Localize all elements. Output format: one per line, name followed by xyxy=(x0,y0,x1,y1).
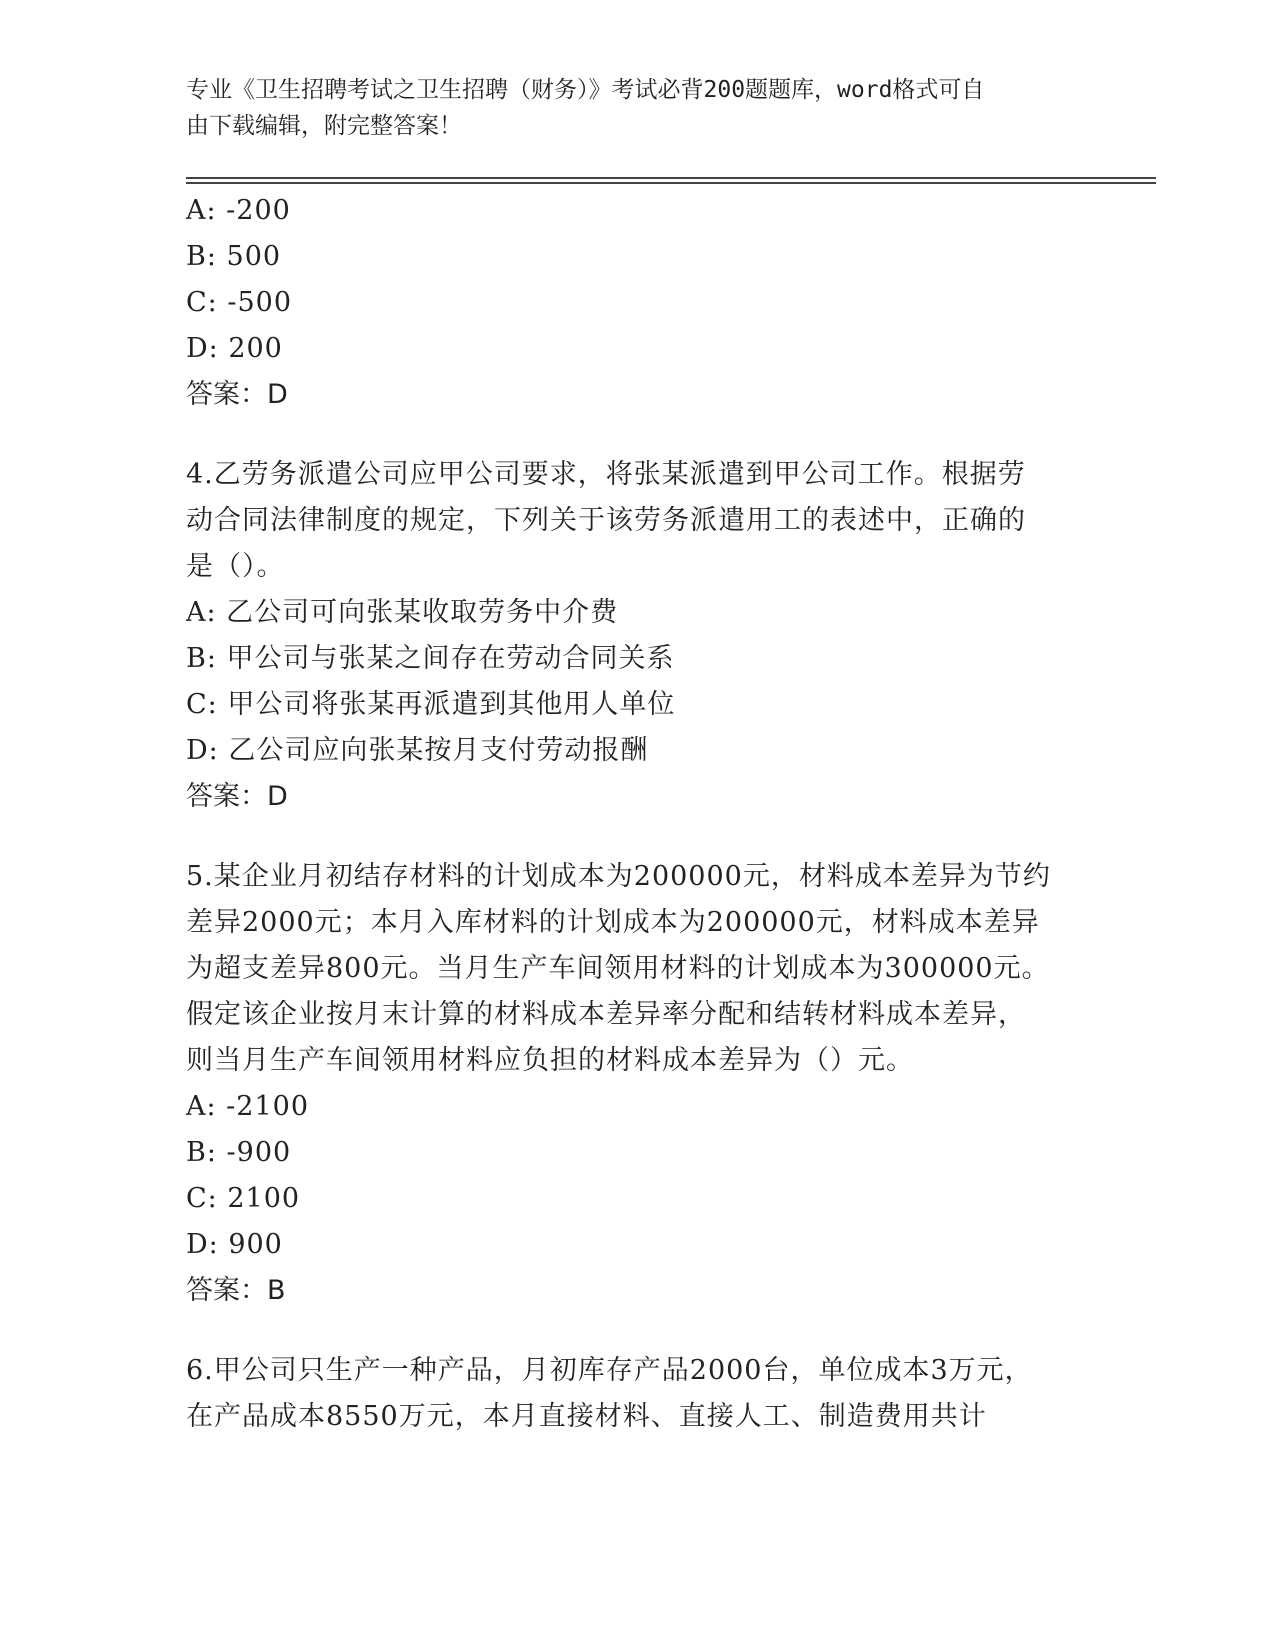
option-d: D: 900 xyxy=(186,1229,283,1260)
header-line-2: 由下载编辑，附完整答案！ xyxy=(186,113,462,139)
question-text-line: 是（）。 xyxy=(186,551,285,582)
question-3-continued xyxy=(186,188,1086,418)
option-a: A: -2100 xyxy=(186,1091,310,1122)
question-text-line: 差异2000元；本月入库材料的计划成本为200000元，材料成本差异 xyxy=(186,907,1040,938)
option-d: D: 200 xyxy=(186,333,283,364)
header-divider-top xyxy=(186,177,1156,179)
answer: 答案：B xyxy=(186,1275,286,1306)
option-c: C: 甲公司将张某再派遣到其他用人单位 xyxy=(186,689,676,720)
option-d: D: 乙公司应向张某按月支付劳动报酬 xyxy=(186,735,649,766)
option-c: C: 2100 xyxy=(186,1183,301,1214)
question-text-line: 为超支差异800元。当月生产车间领用材料的计划成本为300000元。 xyxy=(186,953,1050,984)
option-c: C: -500 xyxy=(186,287,292,318)
question-text-line: 4.乙劳务派遣公司应甲公司要求，将张某派遣到甲公司工作。根据劳 xyxy=(186,459,1026,490)
option-a: A: -200 xyxy=(186,195,291,226)
question-text-line: 动合同法律制度的规定，下列关于该劳务派遣用工的表述中，正确的 xyxy=(186,505,1026,536)
option-b: B: -900 xyxy=(186,1137,292,1168)
question-4 xyxy=(186,452,1086,820)
question-5 xyxy=(186,854,1086,1314)
question-6 xyxy=(186,1348,1086,1440)
question-text-line: 则当月生产车间领用材料应负担的材料成本差异为（）元。 xyxy=(186,1045,914,1076)
document-header xyxy=(186,72,1076,144)
spacer xyxy=(186,1314,1086,1348)
option-b: B: 500 xyxy=(186,241,282,272)
header-line-1: 专业《卫生招聘考试之卫生招聘（财务）》考试必背200题题库，word格式可自 xyxy=(186,77,985,103)
answer: 答案：D xyxy=(186,781,288,812)
answer: 答案：D xyxy=(186,379,288,410)
spacer xyxy=(186,820,1086,854)
question-text-line: 6.甲公司只生产一种产品，月初库存产品2000台，单位成本3万元， xyxy=(186,1355,1033,1386)
question-text-line: 假定该企业按月末计算的材料成本差异率分配和结转材料成本差异， xyxy=(186,999,1026,1030)
question-text-line: 在产品成本8550万元，本月直接材料、直接人工、制造费用共计 xyxy=(186,1401,987,1432)
option-a: A: 乙公司可向张某收取劳务中介费 xyxy=(186,597,619,628)
option-b: B: 甲公司与张某之间存在劳动合同关系 xyxy=(186,643,675,674)
question-text-line: 5.某企业月初结存材料的计划成本为200000元，材料成本差异为节约 xyxy=(186,861,1051,892)
spacer xyxy=(186,418,1086,452)
question-content xyxy=(186,188,1086,1440)
header-divider-bottom xyxy=(186,182,1156,184)
